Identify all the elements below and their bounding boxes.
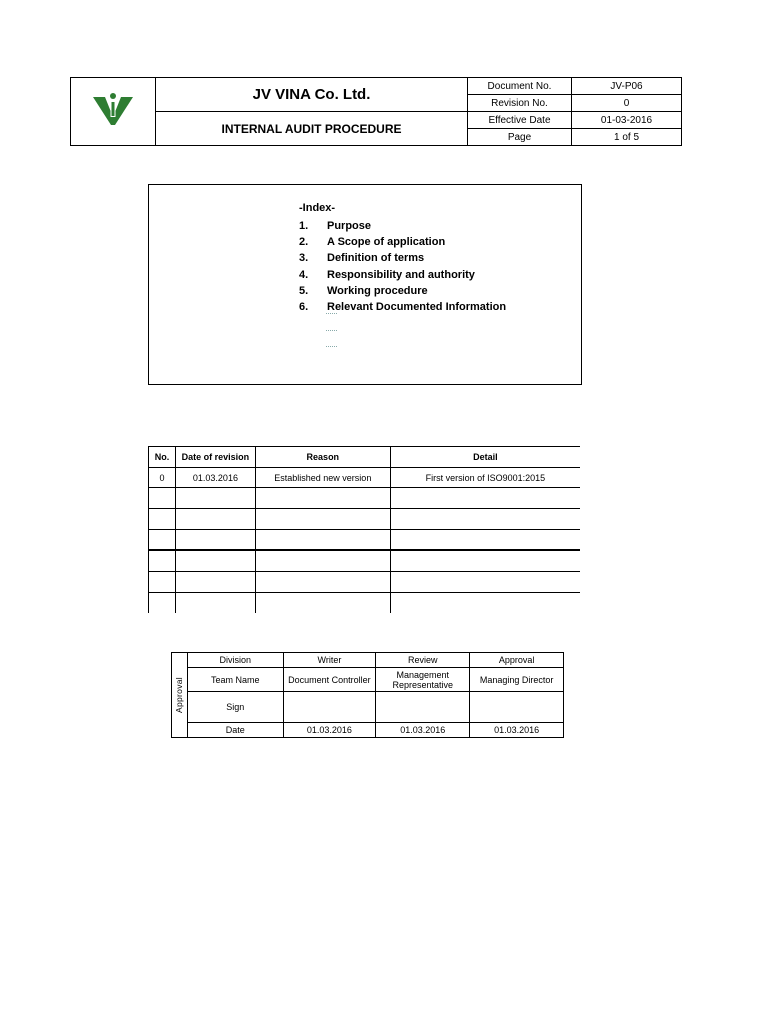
writer-team-name: Document Controller bbox=[283, 668, 376, 692]
table-cell bbox=[149, 572, 176, 593]
table-row bbox=[149, 509, 581, 530]
column-header: Date of revision bbox=[175, 447, 255, 468]
index-item[interactable]: 1. Purpose bbox=[299, 220, 372, 232]
approval-side-label-cell bbox=[172, 653, 188, 738]
index-box bbox=[148, 184, 582, 385]
approval-header: Approval bbox=[470, 653, 564, 668]
table-cell bbox=[255, 509, 390, 530]
table-row bbox=[149, 550, 581, 571]
table-cell bbox=[390, 572, 580, 593]
table-cell bbox=[149, 592, 176, 612]
column-header: Reason bbox=[255, 447, 390, 468]
index-list bbox=[299, 218, 506, 315]
table-cell bbox=[149, 488, 176, 509]
document-title: INTERNAL AUDIT PROCEDURE bbox=[156, 112, 468, 146]
table-cell: Established new version bbox=[255, 467, 390, 488]
index-item[interactable]: 5. Working procedure bbox=[299, 284, 428, 297]
table-row bbox=[149, 572, 581, 593]
review-header: Review bbox=[376, 653, 470, 668]
table-cell bbox=[390, 488, 580, 509]
table-row bbox=[149, 592, 581, 612]
table-cell bbox=[149, 550, 176, 571]
writer-sign-field[interactable] bbox=[283, 692, 376, 723]
writer-date: 01.03.2016 bbox=[283, 723, 376, 738]
table-cell bbox=[255, 592, 390, 612]
table-cell bbox=[175, 509, 255, 530]
index-item[interactable]: 3. Definition of terms bbox=[299, 252, 425, 265]
index-item[interactable]: 4. Responsibility and authority bbox=[299, 268, 475, 281]
column-header: Detail bbox=[390, 447, 580, 468]
table-cell bbox=[390, 592, 580, 612]
approval-date: 01.03.2016 bbox=[470, 723, 564, 738]
index-title: -Index- bbox=[299, 202, 336, 214]
approval-table bbox=[171, 652, 564, 738]
placeholder-mark bbox=[326, 313, 337, 314]
table-cell bbox=[255, 550, 390, 571]
review-date: 01.03.2016 bbox=[376, 723, 470, 738]
table-cell bbox=[255, 488, 390, 509]
table-cell: 01.03.2016 bbox=[175, 467, 255, 488]
table-cell bbox=[390, 550, 580, 571]
table-cell: 0 bbox=[149, 467, 176, 488]
page-label: Page bbox=[468, 129, 572, 146]
document-header bbox=[70, 77, 682, 146]
table-cell bbox=[149, 509, 176, 530]
table-row bbox=[149, 467, 581, 488]
writer-header: Writer bbox=[283, 653, 376, 668]
table-cell bbox=[175, 550, 255, 571]
review-team-name: Management Representative bbox=[376, 668, 470, 692]
table-row bbox=[149, 488, 581, 509]
effective-date-label: Effective Date bbox=[468, 112, 572, 129]
placeholder-mark bbox=[326, 330, 337, 331]
document-no-label: Document No. bbox=[468, 78, 572, 95]
page-value: 1 of 5 bbox=[572, 129, 682, 146]
effective-date-value: 01-03-2016 bbox=[572, 112, 682, 129]
document-no-value: JV-P06 bbox=[572, 78, 682, 95]
table-header-row bbox=[149, 447, 581, 468]
table-cell bbox=[390, 529, 580, 550]
table-cell bbox=[175, 529, 255, 550]
date-label: Date bbox=[187, 723, 283, 738]
logo-icon bbox=[91, 91, 135, 127]
sign-label: Sign bbox=[187, 692, 283, 723]
team-name-label: Team Name bbox=[187, 668, 283, 692]
column-header: No. bbox=[149, 447, 176, 468]
table-cell: First version of ISO9001:2015 bbox=[390, 467, 580, 488]
division-header: Division bbox=[187, 653, 283, 668]
company-name: JV VINA Co. Ltd. bbox=[156, 78, 468, 112]
table-cell bbox=[255, 529, 390, 550]
table-cell bbox=[390, 509, 580, 530]
table-cell bbox=[149, 529, 176, 550]
approval-team-name: Managing Director bbox=[470, 668, 564, 692]
revision-no-label: Revision No. bbox=[468, 95, 572, 112]
table-cell bbox=[175, 572, 255, 593]
revision-no-value: 0 bbox=[572, 95, 682, 112]
table-cell bbox=[175, 592, 255, 612]
approval-side-label: Approval bbox=[174, 677, 185, 713]
review-sign-field[interactable] bbox=[376, 692, 470, 723]
approval-sign-field[interactable] bbox=[470, 692, 564, 723]
index-item[interactable]: 2. A Scope of application bbox=[299, 236, 446, 249]
table-cell bbox=[175, 488, 255, 509]
revision-history-table bbox=[148, 446, 580, 613]
table-cell bbox=[255, 572, 390, 593]
company-logo bbox=[71, 78, 156, 146]
placeholder-mark bbox=[326, 346, 337, 347]
table-row bbox=[149, 529, 581, 550]
index-item[interactable]: 6. Relevant Documented Information bbox=[299, 300, 507, 313]
